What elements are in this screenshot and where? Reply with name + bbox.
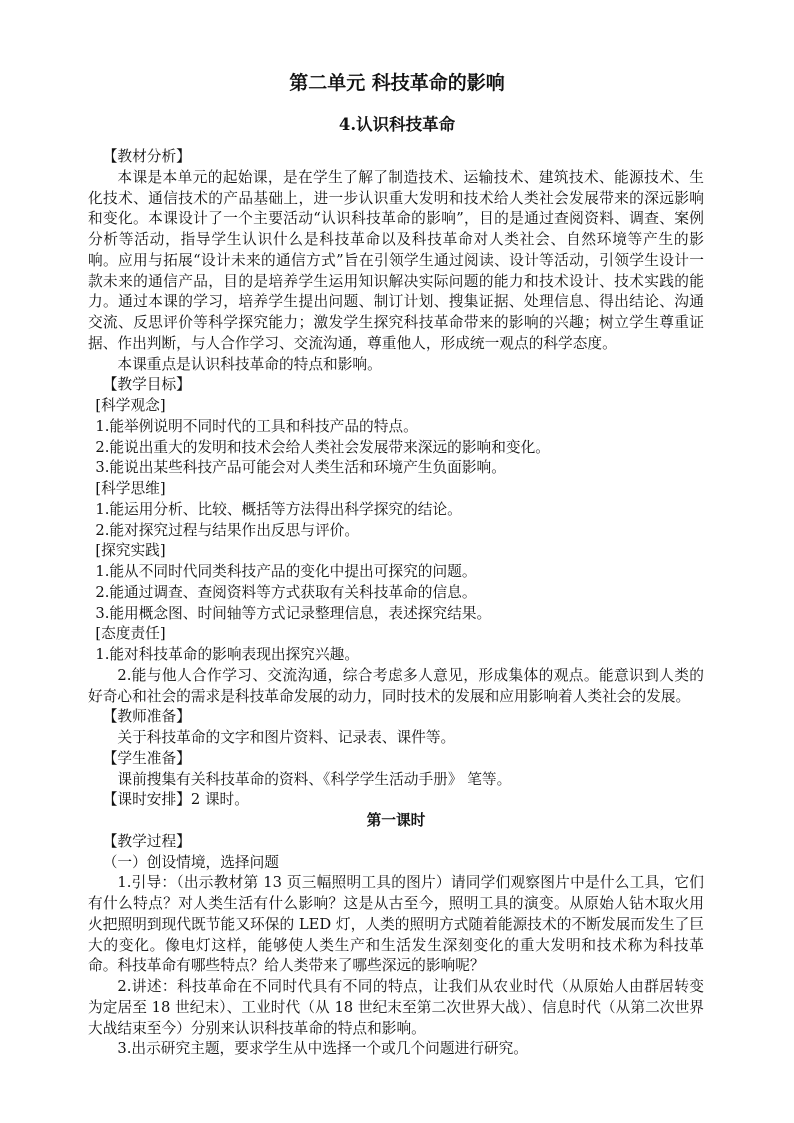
process-step-2: 2.讲述：科技革命在不同时代具有不同的特点，让我们从农业时代（从原始人由群居转变为定居至 18 世纪末）、工业时代（从 18 世纪末至第二次世界大战）、信息时代（从第二次世界大战结束至今）分别来认识科技革命的特点和影响。 bbox=[88, 978, 704, 1037]
attitude-item-1: 1.能对科技革命的影响表现出探究兴趣。 bbox=[95, 646, 360, 663]
schedule-line: 【课时安排】2 课时。 bbox=[102, 791, 249, 809]
concept-item-3: 3.能说出某些科技产品可能会对人类生活和环境产生负面影响。 bbox=[95, 459, 506, 477]
analysis-paragraph: 本课是本单元的起始课，是在学生了解了制造技术、运输技术、建筑技术、能源技术、生化技术、通信技术的产品基础上，进一步认识重大发明和技术给人类社会发展带来的深远影响和变化。本课设计了一个主要活动“认识科技革命的影响”，目的是通过查阅资料、调查、案例分析等活动，指导学生认识什么是科技革命以及科技革命对人类社会、自然环境等产生的影响。应用与拓展“设计未来的通信方式”旨在引领学生通过阅读、设计等活动，引领学生设计一款未来的通信产品，目的是培养学生运用知识解决实际问题的能力和技术设计、技术实践的能力。通过本课的学习，培养学生提出问题、制订计划、搜集证据、处理信息、得出结论、沟通交流、反思评价等科学探究能力；激发学生探究科技革命带来的影响的兴趣；树立学生尊重证据、作出判断，与人合作学习、交流沟通，尊重他人，形成统一观点的科学态度。 bbox=[88, 168, 704, 352]
lesson1-heading: 第一课时 bbox=[366, 812, 426, 829]
student-prep-heading: 【学生准备】 bbox=[102, 749, 191, 767]
thinking-heading: [科学思维] bbox=[95, 480, 166, 497]
process-step-1: 1.引导：（出示教材第 13 页三幅照明工具的图片）请同学们观察图片中是什么工具，它们有什么特点？对人类生活有什么影响？这是从古至今，照明工具的演变。从原始人钻木取火用火把照明到现代既节能又环保的 LED 灯，人类的照明方式随着能源技术的不断发展而发生了巨大的变化。像电灯这样，能够使人类生产和生活发生深刻变化的重大发明和技术称为科技革命。科技革命有哪些特点？给人类带来了哪些深远的影响呢？ bbox=[88, 874, 704, 975]
attitude-heading: [态度责任] bbox=[95, 625, 166, 643]
student-prep-body: 课前搜集有关科技革命的资料、《科学学生活动手册》 笔等。 bbox=[117, 770, 512, 788]
analysis-heading: 【教材分析】 bbox=[102, 148, 191, 165]
analysis-focus: 本课重点是认识科技革命的特点和影响。 bbox=[117, 355, 382, 373]
concept-item-2: 2.能说出重大的发明和技术会给人类社会发展带来深远的影响和变化。 bbox=[95, 438, 550, 456]
teacher-prep-heading: 【教师准备】 bbox=[102, 708, 191, 726]
process-part1-heading: （一）创设情境，选择问题 bbox=[102, 853, 279, 871]
document-body bbox=[88, 147, 704, 1060]
practice-item-2: 2.能通过调查、查阅资料等方式获取有关科技革命的信息。 bbox=[95, 583, 477, 601]
teacher-prep-body: 关于科技革命的文字和图片资料、记录表、课件等。 bbox=[117, 729, 456, 746]
practice-item-3: 3.能用概念图、时间轴等方式记录整理信息，表述探究结果。 bbox=[95, 604, 492, 622]
attitude-item-2: 2.能与他人合作学习、交流沟通，综合考虑多人意见，形成集体的观点。能意识到人类的好奇心和社会的需求是科技革命发展的动力，同时技术的发展和应用影响着人类社会的发展。 bbox=[88, 666, 704, 705]
goals-heading: 【教学目标】 bbox=[102, 376, 191, 394]
unit-title: 第二单元 科技革命的影响 bbox=[289, 72, 505, 94]
lesson-title: 4.认识科技革命 bbox=[338, 115, 456, 134]
process-heading: 【教学过程】 bbox=[102, 832, 191, 850]
practice-item-1: 1.能从不同时代同类科技产品的变化中提出可探究的问题。 bbox=[95, 563, 477, 580]
practice-heading: [探究实践] bbox=[95, 542, 166, 560]
thinking-item-2: 2.能对探究过程与结果作出反思与评价。 bbox=[95, 521, 360, 539]
concept-item-1: 1.能举例说明不同时代的工具和科技产品的特点。 bbox=[95, 417, 418, 435]
concept-heading: [科学观念] bbox=[95, 397, 166, 414]
process-step-3: 3.出示研究主题，要求学生从中选择一个或几个问题进行研究。 bbox=[117, 1040, 528, 1058]
thinking-item-1: 1.能运用分析、比较、概括等方法得出科学探究的结论。 bbox=[95, 500, 462, 518]
